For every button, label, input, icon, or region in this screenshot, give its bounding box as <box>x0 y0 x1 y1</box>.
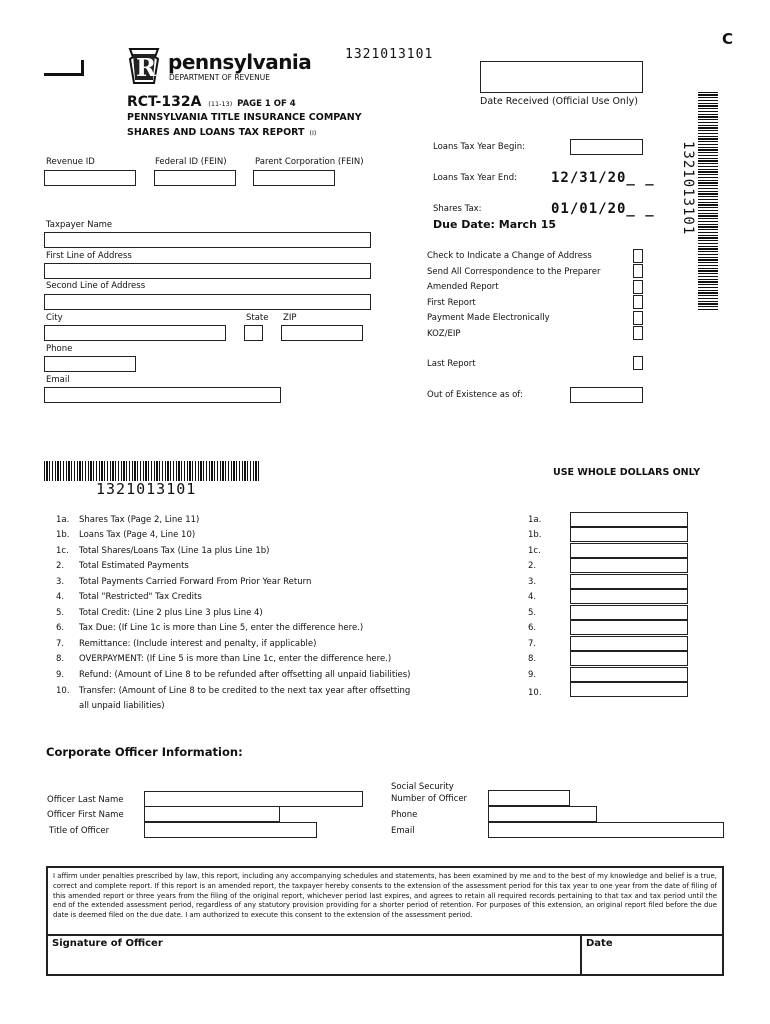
checkbox-preparer[interactable] <box>633 264 643 278</box>
line-10-continuation: all unpaid liabilities) <box>79 701 165 711</box>
line-amount-field[interactable] <box>570 682 688 697</box>
form-page: PAGE 1 OF 4 <box>237 99 296 109</box>
date-field[interactable] <box>584 952 720 972</box>
last-report-label: Last Report <box>427 359 476 369</box>
affirmation-text: I affirm under penalties prescribed by law, this report, including any accompanying schedules and statements, has been examined by me and to the best of my knowledge and belief is a true, correct and complete report. If this report is an amended report, the taxpayer hereby consents to the extension of the assessment period for this tax year to one year from the date of filing of this amended report or three years from the filing of the original report, whichever period last expires, and agrees to retain all required records pertaining to that tax and tax period until the end of the extended assessment period, regardless of any statutory provision providing for a shorter period of retention. For purposes of this extension, an original report filed before the due date is deemed filed on the due date. I am authorized to execute this consent to the extension of the assessment period. <box>53 872 717 920</box>
line-amount-field[interactable] <box>570 512 688 527</box>
address1-label: First Line of Address <box>46 251 132 261</box>
line-number: 4. <box>56 592 65 602</box>
officer-ssn-field[interactable] <box>488 790 570 806</box>
line-code: 4. <box>528 592 537 602</box>
form-code: RCT-132A <box>127 94 202 110</box>
line-amount-field[interactable] <box>570 636 688 651</box>
officer-email-field[interactable] <box>488 822 724 838</box>
line-text: OVERPAYMENT: (If Line 5 is more than Line 1c, enter the difference here.) <box>79 654 392 664</box>
date-label: Date <box>586 938 613 949</box>
form-title-line1: PENNSYLVANIA TITLE INSURANCE COMPANY <box>127 112 362 123</box>
line-text: Total Estimated Payments <box>79 561 189 571</box>
signature-section <box>46 866 724 976</box>
vertical-barcode <box>698 92 718 310</box>
agency-name: pennsylvania <box>168 50 312 74</box>
checkbox-koz[interactable] <box>633 326 643 340</box>
corner-letter: C <box>722 30 734 48</box>
zip-field[interactable] <box>281 325 363 341</box>
officer-phone-field[interactable] <box>488 806 597 822</box>
line-code: 7. <box>528 639 537 649</box>
form-title-text: SHARES AND LOANS TAX REPORT <box>127 127 305 138</box>
line-amount-field[interactable] <box>570 589 688 604</box>
line-code: 2. <box>528 561 537 571</box>
out-of-existence-field[interactable] <box>570 387 643 403</box>
line-code: 10. <box>528 688 542 698</box>
line-code: 5. <box>528 608 537 618</box>
barcode-number: 1321013101 <box>96 480 197 498</box>
officer-first-name-field[interactable] <box>144 806 280 822</box>
line-amount-field[interactable] <box>570 651 688 666</box>
address2-field[interactable] <box>44 294 371 310</box>
loans-begin-label: Loans Tax Year Begin: <box>433 142 526 152</box>
line-text: Total "Restricted" Tax Credits <box>79 592 202 602</box>
check-label-first: First Report <box>427 298 476 308</box>
taxpayer-name-field[interactable] <box>44 232 371 248</box>
checkbox-amended[interactable] <box>633 280 643 294</box>
check-label-amended: Amended Report <box>427 282 499 292</box>
line-code: 6. <box>528 623 537 633</box>
email-label: Email <box>46 375 70 385</box>
phone-label: Phone <box>46 344 73 354</box>
keystone-logo <box>127 47 161 85</box>
taxpayer-name-label: Taxpayer Name <box>46 220 113 230</box>
state-label: State <box>246 313 269 323</box>
signature-label: Signature of Officer <box>52 938 163 949</box>
line-text: Transfer: (Amount of Line 8 to be credited to the next tax year after offsetting <box>79 686 411 696</box>
loans-begin-field[interactable] <box>570 139 643 155</box>
horizontal-barcode <box>44 461 259 481</box>
line-number: 1a. <box>56 515 70 525</box>
checkbox-first[interactable] <box>633 295 643 309</box>
parent-fein-label: Parent Corporation (FEIN) <box>255 157 364 167</box>
line-amount-field[interactable] <box>570 605 688 620</box>
line-number: 6. <box>56 623 65 633</box>
loans-end-label: Loans Tax Year End: <box>433 173 517 183</box>
address2-label: Second Line of Address <box>46 281 146 291</box>
agency-department: DEPARTMENT OF REVENUE <box>169 73 270 82</box>
line-code: 9. <box>528 670 537 680</box>
email-field[interactable] <box>44 387 281 403</box>
line-text: Refund: (Amount of Line 8 to be refunded after offsetting all unpaid liabilities) <box>79 670 411 680</box>
city-label: City <box>46 313 63 323</box>
officer-last-name-field[interactable] <box>144 791 363 807</box>
line-number: 1b. <box>56 530 70 540</box>
line-number: 5. <box>56 608 65 618</box>
line-text: Shares Tax (Page 2, Line 11) <box>79 515 200 525</box>
line-code: 8. <box>528 654 537 664</box>
state-field[interactable] <box>244 325 263 341</box>
line-text: Total Shares/Loans Tax (Line 1a plus Line 1b) <box>79 546 270 556</box>
line-number: 2. <box>56 561 65 571</box>
line-number: 8. <box>56 654 65 664</box>
line-number: 10. <box>56 686 70 696</box>
form-title-line2 <box>127 127 316 138</box>
officer-title-field[interactable] <box>144 822 317 838</box>
officer-heading: Corporate Officer Information: <box>46 745 243 759</box>
line-text: Remittance: (Include interest and penalty, if applicable) <box>79 639 317 649</box>
registration-mark <box>44 60 84 76</box>
line-code: 1a. <box>528 515 542 525</box>
line-text: Total Payments Carried Forward From Prior Year Return <box>79 577 312 587</box>
document-number: 1321013101 <box>345 47 434 62</box>
due-date: Due Date: March 15 <box>433 218 557 231</box>
form-title-suffix: (I) <box>309 129 317 137</box>
line-code: 1b. <box>528 530 542 540</box>
check-label-address-change: Check to Indicate a Change of Address <box>427 251 592 261</box>
line-text: Total Credit: (Line 2 plus Line 3 plus Line 4) <box>79 608 263 618</box>
shares-tax-label: Shares Tax: <box>433 204 482 214</box>
officer-phone-label: Phone <box>391 810 418 820</box>
check-label-koz: KOZ/EIP <box>427 329 461 339</box>
date-received-label: Date Received (Official Use Only) <box>480 96 638 107</box>
line-text: Tax Due: (If Line 1c is more than Line 5, enter the difference here.) <box>79 623 364 633</box>
line-code: 3. <box>528 577 537 587</box>
date-divider <box>580 934 582 974</box>
officer-first-name-label: Officer First Name <box>47 810 124 820</box>
address1-field[interactable] <box>44 263 371 279</box>
officer-email-label: Email <box>391 826 415 836</box>
line-amount-field[interactable] <box>570 574 688 589</box>
vertical-barcode-number: 1321013101 <box>680 141 696 236</box>
line-number: 7. <box>56 639 65 649</box>
line-amount-field[interactable] <box>570 558 688 573</box>
form-revision: (11-13) <box>208 100 233 108</box>
line-code: 1c. <box>528 546 541 556</box>
checkbox-electronic[interactable] <box>633 311 643 325</box>
parent-fein-field[interactable] <box>253 170 335 186</box>
whole-dollars-note: USE WHOLE DOLLARS ONLY <box>553 467 701 478</box>
check-label-electronic: Payment Made Electronically <box>427 313 550 323</box>
check-label-preparer: Send All Correspondence to the Preparer <box>427 267 601 277</box>
line-number: 9. <box>56 670 65 680</box>
checkbox-address-change[interactable] <box>633 249 643 263</box>
out-of-existence-label: Out of Existence as of: <box>427 390 523 400</box>
zip-label: ZIP <box>283 313 297 323</box>
shares-tax-value: 01/01/20_ _ <box>551 201 655 217</box>
signature-divider <box>48 934 722 936</box>
line-amount-field[interactable] <box>570 543 688 558</box>
officer-ssn-label-2: Number of Officer <box>391 794 468 804</box>
fein-field[interactable] <box>154 170 236 186</box>
revenue-id-label: Revenue ID <box>46 157 95 167</box>
line-text: Loans Tax (Page 4, Line 10) <box>79 530 196 540</box>
signature-field[interactable] <box>50 952 576 972</box>
officer-last-name-label: Officer Last Name <box>47 795 124 805</box>
phone-field[interactable] <box>44 356 136 372</box>
fein-label: Federal ID (FEIN) <box>155 157 227 167</box>
loans-end-value: 12/31/20_ _ <box>551 170 655 186</box>
logo-letter: R <box>136 53 156 82</box>
checkbox-last-report[interactable] <box>633 356 643 370</box>
line-number: 1c. <box>56 546 69 556</box>
form-heading <box>127 94 296 110</box>
date-received-box <box>480 61 643 93</box>
officer-title-label: Title of Officer <box>49 826 110 836</box>
line-amount-field[interactable] <box>570 667 688 682</box>
revenue-id-field[interactable] <box>44 170 136 186</box>
officer-ssn-label-1: Social Security <box>391 782 454 792</box>
city-field[interactable] <box>44 325 226 341</box>
line-number: 3. <box>56 577 65 587</box>
line-amount-field[interactable] <box>570 620 688 635</box>
line-amount-field[interactable] <box>570 527 688 542</box>
